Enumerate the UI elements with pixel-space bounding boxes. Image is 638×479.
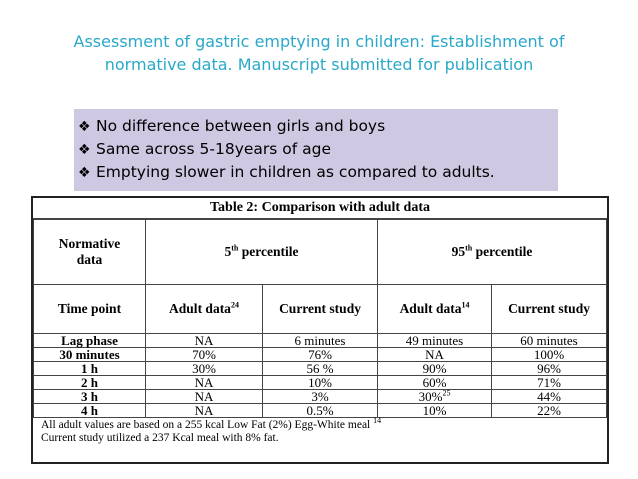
col-adult-data-5 <box>146 285 263 334</box>
cell-adult-95-value: NA <box>425 347 444 362</box>
cell-time: 2 h <box>34 376 146 390</box>
col-adult-data-95-label: Adult data <box>399 301 462 316</box>
slide-title <box>20 30 618 76</box>
table-row <box>34 390 607 404</box>
col-current-study-95: Current study <box>492 285 607 334</box>
p95-base: 95 <box>451 244 466 259</box>
slide-title-line-2: normative data. Manuscript submitted for publication <box>104 55 534 74</box>
comparison-table-image <box>31 196 609 464</box>
p95-sup: th <box>465 243 473 253</box>
cell-adult-95-value: 10% <box>422 403 447 418</box>
cell-current-5: 10% <box>263 376 378 390</box>
cell-time: 1 h <box>34 362 146 376</box>
bullet-text: Emptying slower in children as compared to adults. <box>96 163 495 181</box>
diamond-arrow-bullet-icon: ❖ <box>78 119 91 135</box>
cell-current-95: 44% <box>492 390 607 404</box>
corner-label <box>34 220 146 285</box>
cell-current-5: 56 % <box>263 362 378 376</box>
table-row <box>34 362 607 376</box>
cell-adult-5: 70% <box>146 348 263 362</box>
bullet-item <box>78 138 558 161</box>
cell-time: 30 minutes <box>34 348 146 362</box>
cell-adult-95 <box>378 404 492 418</box>
table-note-1-text: All adult values are based on a 255 kcal Low Fat (2%) Egg-White meal <box>41 419 371 431</box>
findings-box <box>74 109 558 191</box>
cell-adult-95 <box>378 334 492 348</box>
p95-rest: percentile <box>472 244 533 259</box>
percentile-95-header <box>378 220 607 285</box>
cell-adult-95-value: 49 minutes <box>405 333 464 348</box>
cell-current-5: 76% <box>263 348 378 362</box>
table-row <box>34 334 607 348</box>
cell-adult-95-value: 30% <box>418 389 443 404</box>
bullet-item <box>78 161 558 184</box>
cell-current-5: 0.5% <box>263 404 378 418</box>
cell-adult-5: 30% <box>146 362 263 376</box>
slide-title-line-1: Assessment of gastric emptying in children: Establishment of <box>73 32 565 51</box>
cell-time: 3 h <box>34 390 146 404</box>
p5-base: 5 <box>224 244 232 259</box>
bullet-item <box>78 115 558 138</box>
cell-adult-5: NA <box>146 334 263 348</box>
cell-time: 4 h <box>34 404 146 418</box>
cell-adult-95-value: 60% <box>422 375 447 390</box>
table-note-1-ref: 14 <box>373 416 382 426</box>
table-header-row-2 <box>34 285 607 334</box>
col-current-study-5: Current study <box>263 285 378 334</box>
diamond-arrow-bullet-icon: ❖ <box>78 165 91 181</box>
cell-current-95: 22% <box>492 404 607 418</box>
table-caption: Table 2: Comparison with adult data <box>33 198 607 219</box>
cell-current-95: 100% <box>492 348 607 362</box>
cell-adult-95 <box>378 376 492 390</box>
cell-adult-95 <box>378 348 492 362</box>
cell-adult-95 <box>378 390 492 404</box>
cell-adult-5: NA <box>146 404 263 418</box>
cell-current-5: 6 minutes <box>263 334 378 348</box>
cell-current-5: 3% <box>263 390 378 404</box>
table-row <box>34 376 607 390</box>
bullet-text: No difference between girls and boys <box>96 117 386 135</box>
cell-time: Lag phase <box>34 334 146 348</box>
col-time-point: Time point <box>34 285 146 334</box>
col-adult-data-95-ref: 14 <box>461 300 470 310</box>
cell-adult-5: NA <box>146 376 263 390</box>
cell-adult-5: NA <box>146 390 263 404</box>
col-adult-data-5-label: Adult data <box>169 301 231 316</box>
table-row <box>34 404 607 418</box>
cell-current-95: 96% <box>492 362 607 376</box>
table-header-row-1 <box>34 220 607 285</box>
p5-sup: th <box>231 243 239 253</box>
comparison-table <box>33 219 607 418</box>
table-row <box>34 348 607 362</box>
diamond-arrow-bullet-icon: ❖ <box>78 142 91 158</box>
cell-adult-95 <box>378 362 492 376</box>
col-adult-data-95 <box>378 285 492 334</box>
p5-rest: percentile <box>238 244 299 259</box>
cell-current-95: 60 minutes <box>492 334 607 348</box>
corner-label-text: Normative data <box>58 236 121 267</box>
bullet-text: Same across 5-18years of age <box>96 140 332 158</box>
table-note-1 <box>41 416 607 432</box>
cell-current-95: 71% <box>492 376 607 390</box>
cell-adult-95-ref: 25 <box>442 388 451 398</box>
cell-adult-95-value: 90% <box>422 361 447 376</box>
table-notes <box>33 418 607 445</box>
percentile-5-header <box>146 220 378 285</box>
table-note-2: Current study utilized a 237 Kcal meal with 8% fat. <box>41 432 279 444</box>
col-adult-data-5-ref: 24 <box>230 300 239 310</box>
